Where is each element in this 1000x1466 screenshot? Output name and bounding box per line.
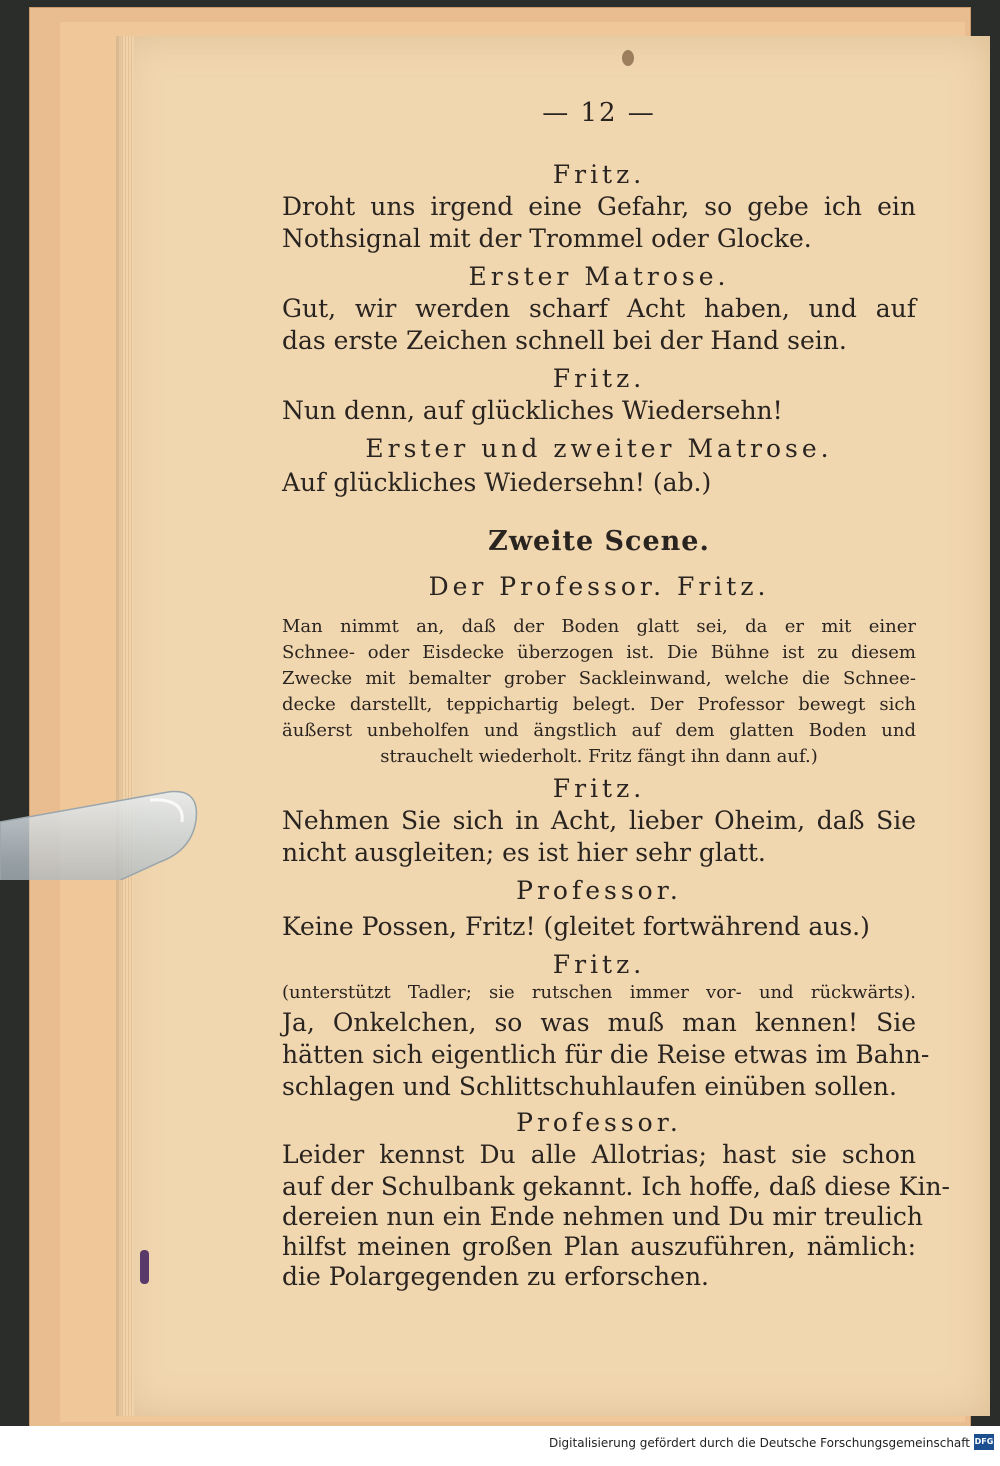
body-line: Nehmen Sie sich in Acht, lieber Oheim, daß Sie [282, 806, 916, 835]
dfg-logo-icon: DFG [974, 1434, 994, 1450]
ink-spot [622, 50, 634, 66]
stage-line: Schnee- oder Eisdecke überzogen ist. Die Bühne ist zu diesem [282, 642, 916, 663]
page-number: — 12 — [542, 98, 656, 128]
body-line: Nothsignal mit der Trommel oder Glocke. [282, 224, 812, 253]
speaker-line: Erster Matrose. [468, 262, 730, 291]
page-edge [122, 36, 134, 1416]
footer [0, 1426, 1000, 1466]
speaker-line: Der Professor. Fritz. [428, 572, 770, 601]
body-line: Droht uns irgend eine Gefahr, so gebe ich ein [282, 192, 916, 221]
speaker-line: Fritz. [552, 774, 646, 803]
body-line: Ja, Onkelchen, so was muß man kennen! Sie [282, 1008, 916, 1037]
page-pointer-icon [0, 770, 210, 880]
body-line: Leider kennst Du alle Allotrias; hast sie schon [282, 1140, 916, 1169]
speaker-line: Professor. [516, 1108, 682, 1137]
speaker-line: Erster und zweiter Matrose. [365, 434, 833, 463]
stage-line: decke darstellt, teppichartig belegt. Der Professor bewegt sich [282, 694, 916, 715]
speaker-line: Fritz. [552, 950, 646, 979]
body-line: hilfst meinen großen Plan auszuführen, nämlich: [282, 1232, 916, 1261]
footer-credit: Digitalisierung gefördert durch die Deutsche Forschungsgemeinschaft [548, 1436, 970, 1450]
body-line: Nun denn, auf glückliches Wiedersehn! [282, 396, 783, 425]
body-line: Auf glückliches Wiedersehn! (ab.) [282, 468, 712, 497]
body-line: auf der Schulbank gekannt. Ich hoffe, daß diese Kin- [282, 1172, 950, 1201]
stage-line: (unterstützt Tadler; sie rutschen immer vor- und rückwärts). [282, 982, 916, 1003]
body-line: schlagen und Schlittschuhlaufen einüben sollen. [282, 1072, 897, 1101]
stage-line: Zwecke mit bemalter grober Sackleinwand, welche die Schnee- [282, 668, 916, 689]
stage-line: strauchelt wiederholt. Fritz fängt ihn dann auf.) [380, 746, 818, 767]
speaker-line: Fritz. [552, 364, 646, 393]
body-line: dereien nun ein Ende nehmen und Du mir treulich [282, 1202, 923, 1231]
body-line: Gut, wir werden scharf Acht haben, und auf [282, 294, 916, 323]
body-line: Keine Possen, Fritz! (gleitet fortwährend aus.) [282, 912, 870, 941]
stage-line: Man nimmt an, daß der Boden glatt sei, da er mit einer [282, 616, 916, 637]
body-line: hätten sich eigentlich für die Reise etwas im Bahn- [282, 1040, 930, 1069]
body-line: die Polargegenden zu erforschen. [282, 1262, 709, 1291]
body-line: nicht ausgleiten; es ist hier sehr glatt. [282, 838, 766, 867]
purple-mark [140, 1250, 149, 1284]
stage-line: äußerst unbeholfen und ängstlich auf dem glatten Boden und [282, 720, 916, 741]
speaker-line: Fritz. [552, 160, 646, 189]
body-line: das erste Zeichen schnell bei der Hand sein. [282, 326, 847, 355]
speaker-line: Professor. [516, 876, 682, 905]
scene-line: Zweite Scene. [488, 526, 710, 557]
